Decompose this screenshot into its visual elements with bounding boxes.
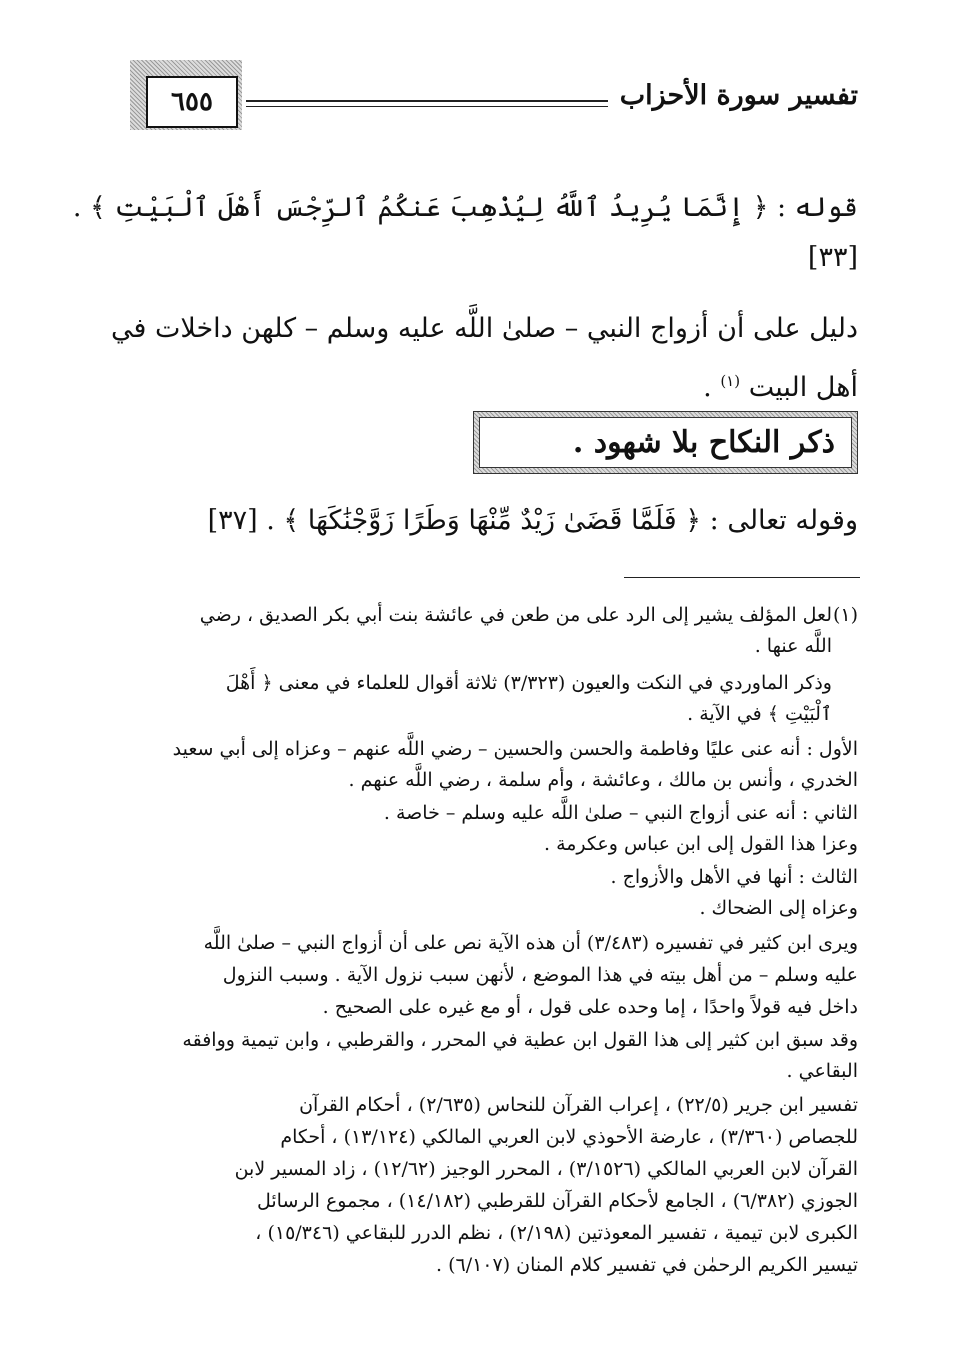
running-head: تفسير سورة الأحزاب [619, 80, 858, 111]
footnote-line: الجوزي (٦/٣٨٢) ، الجامع لأحكام القرآن للقرطبي (١٤/١٨٢) ، مجموع الرسائل [256, 1190, 858, 1212]
footnote-line: ٱلْبَيْتِ ﴾ في الآية . [687, 703, 832, 725]
footnote-line: تفسير ابن جرير (٢٢/٥) ، إعراب القرآن للنحاس (٢/٦٣٥) ، أحكام القرآن [299, 1094, 858, 1116]
footnote-line: للجصاص (٣/٣٦٠) ، عارضة الأحوذي لابن العربي المالكي (١٣/١٢٤) ، أحكام [280, 1126, 858, 1148]
footnote-line: تيسير الكريم الرحمٰن في تفسير كلام المنان (٦/١٠٧) . [436, 1254, 858, 1276]
footnote-line: عليه وسلم – من أهل بيته في هذا الموضع ، لأنهن سبب نزول الآية . وسبب النزول [222, 964, 858, 986]
paragraph-line-2 [118, 356, 858, 413]
footnote-line: وقد سبق ابن كثير إلى هذا القول ابن عطية في المحرر ، والقرطبي ، وابن تيمية ووافقه [182, 1029, 858, 1051]
verse-37: وقوله تعالى : ﴿ فَلَمَّا قَضَىٰ زَيْدٌ مِّنْهَا وَطَرًا زَوَّجْنَٰكَهَا ﴾ . [٣٧] [207, 505, 858, 536]
footnote-line: الثالث : أنها في الأهل والأزواج . [610, 866, 858, 888]
footnote-line: لعل المؤلف يشير إلى الرد على من طعن في عائشة بنت أبي بكر الصديق ، رضي [199, 604, 832, 626]
footnote-line: وعزاه إلى الضحاك . [699, 897, 858, 919]
footnote-line: داخل فيه قولاً واحدًا ، إما وحده على قول ، أو مع غيره على الصحيح . [322, 996, 858, 1018]
footnote-line: اللَّه عنها . [754, 635, 832, 657]
footnote-line: الثاني : أنه عنى أزواج النبي – صلىٰ اللَّه عليه وسلم – خاصة . [383, 802, 858, 824]
footnote-separator [624, 577, 860, 578]
page-number: ٦٥٥ [146, 76, 238, 128]
footnote-line: البقاعي . [786, 1060, 858, 1082]
footnote-line: وعزا هذا القول إلى ابن عباس وعكرمة . [543, 833, 858, 855]
footnote-line: وذكر الماوردي في النكت والعيون (٣/٣٢٣) ثلاثة أقوال للعلماء في معنى ﴿ أَهْلَ [225, 672, 832, 694]
footnote-marker: (١) [720, 372, 741, 390]
footnote-line: الأول : أنه عنى عليًا وفاطمة والحسن والحسين – رضي اللَّه عنهم – وعزاه إلى أبي سعيد [172, 738, 858, 760]
footnote-line: الخدري ، وأنس بن مالك ، وعائشة ، وأم سلمة ، رضي اللَّه عنهم . [348, 769, 858, 791]
paragraph-line-2-end: . [703, 372, 721, 403]
footnote-line: القرآن لابن العربي المالكي (٣/١٥٢٦) ، المحرر الوجيز (١٢/٦٢) ، زاد المسير لابن [234, 1158, 858, 1180]
paragraph-line-1: دليل على أن أزواج النبي – صلىٰ اللَّه عليه وسلم – كلهن داخلات في [110, 313, 858, 344]
paragraph-line-2-text: أهل البيت [748, 372, 858, 403]
header-rule-thin [246, 106, 608, 107]
header-rule [246, 100, 608, 102]
footnote-line: ويرى ابن كثير في تفسيره (٣/٤٨٣) أن هذه الآية نص على أن أزواج النبي – صلىٰ اللَّه [203, 932, 858, 954]
footnote-line: الكبرى لابن تيمية ، تفسير المعوذتين (٢/١٩٨) ، نظم الدرر للبقاعي (١٥/٣٤٦) ، [255, 1222, 858, 1244]
section-heading: ذكر النكاح بلا شهود . [479, 417, 852, 468]
verse-33-reference: [٣٣] [807, 242, 858, 273]
section-heading-frame [473, 411, 858, 474]
page-number-frame [130, 60, 242, 130]
footnote-number: (١) [832, 604, 858, 626]
verse-33: قوله : ﴿ إِنَّمَا يُرِيدُ ٱللَّهُ لِيُذْهِبَ عَنكُمُ ٱلرِّجْسَ أَهْلَ ٱلْبَيْتِ ﴾ . [72, 192, 858, 223]
